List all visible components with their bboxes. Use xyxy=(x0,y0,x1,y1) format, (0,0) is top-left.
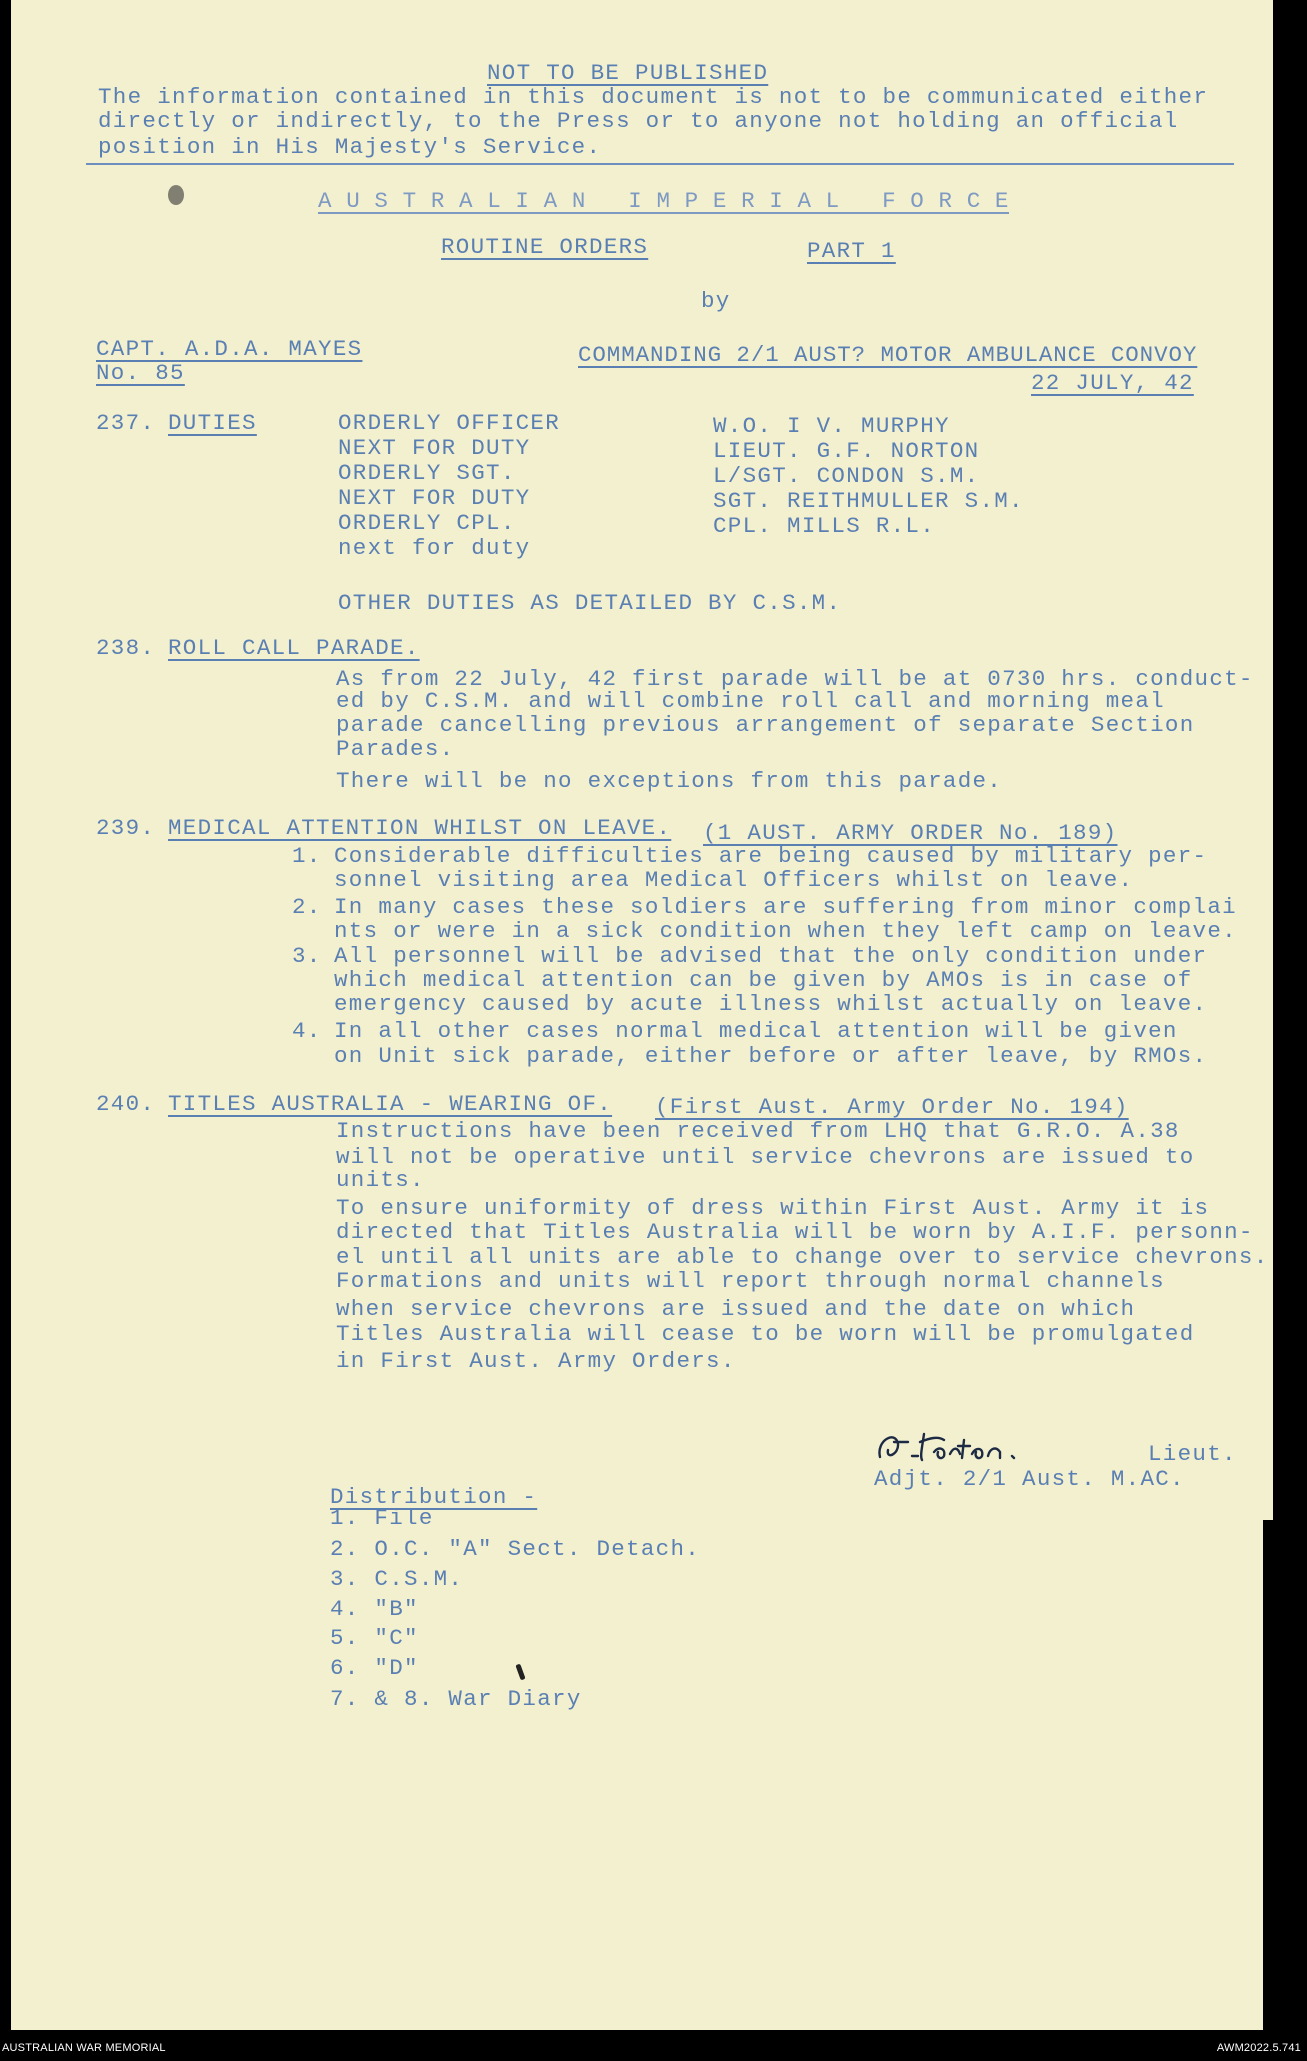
duty-role-3: ORDERLY SGT. xyxy=(338,460,516,486)
notice-line-2: directly or indirectly, to the Press or to anyone not holding an official xyxy=(98,108,1179,134)
item-1-line-1: Considerable difficulties are being caused by military per- xyxy=(334,843,1208,869)
order-240-line-6: el until all units are able to change over to service chevrons. xyxy=(336,1244,1269,1270)
order-240-line-1: Instructions have been received from LHQ that G.R.O. A.38 xyxy=(336,1118,1180,1144)
item-4-line-1: In all other cases normal medical attention will be given xyxy=(334,1018,1178,1044)
commanding-unit: COMMANDING 2/1 AUST? MOTOR AMBULANCE CONVOY xyxy=(578,342,1198,368)
order-239-number: 239. xyxy=(96,815,156,841)
order-240-line-7: Formations and units will report through normal channels xyxy=(336,1268,1165,1294)
page-edge-shadow xyxy=(1263,1520,1273,2030)
order-240-line-2: will not be operative until service chevrons are issued to xyxy=(336,1144,1195,1170)
order-240-line-5: directed that Titles Australia will be worn by A.I.F. personn- xyxy=(336,1219,1254,1245)
duty-name-1: W.O. I V. MURPHY xyxy=(713,413,950,439)
item-1-number: 1. xyxy=(292,843,322,869)
order-240-number: 240. xyxy=(96,1091,156,1117)
issuing-officer: CAPT. A.D.A. MAYES xyxy=(96,336,363,362)
footer-archive-name: AUSTRALIAN WAR MEMORIAL xyxy=(2,2042,166,2054)
distribution-heading: Distribution - xyxy=(330,1484,538,1510)
item-2-line-1: In many cases these soldiers are suffering from minor complai xyxy=(334,894,1237,920)
punch-hole-mark xyxy=(168,185,184,205)
footer-accession-number: AWM2022.5.741 xyxy=(1216,2042,1301,2054)
not-published-heading: NOT TO BE PUBLISHED xyxy=(487,60,769,86)
order-237-heading: DUTIES xyxy=(168,410,257,436)
order-240-reference: (First Aust. Army Order No. 194) xyxy=(655,1094,1129,1120)
distribution-item-1: 1. File xyxy=(330,1505,434,1531)
order-238-line-1: As from 22 July, 42 first parade will be at 0730 hrs. conduct- xyxy=(336,666,1254,692)
order-237-number: 237. xyxy=(96,410,156,436)
item-2-number: 2. xyxy=(292,894,322,920)
duty-name-3: L/SGT. CONDON S.M. xyxy=(713,463,980,489)
notice-line-3: position in His Majesty's Service. xyxy=(98,134,602,160)
duty-role-6: next for duty xyxy=(338,535,531,561)
item-3-line-3: emergency caused by acute illness whilst actually on leave. xyxy=(334,991,1208,1017)
header-divider xyxy=(86,163,1234,165)
duty-name-4: SGT. REITHMULLER S.M. xyxy=(713,488,1024,514)
routine-orders-title: ROUTINE ORDERS xyxy=(441,234,649,260)
distribution-item-3: 3. C.S.M. xyxy=(330,1566,464,1592)
duty-role-4: NEXT FOR DUTY xyxy=(338,485,531,511)
order-239-reference: (1 AUST. ARMY ORDER No. 189) xyxy=(703,820,1118,846)
signatory-position: Adjt. 2/1 Aust. M.AC. xyxy=(874,1466,1185,1492)
item-2-line-2: nts or were in a sick condition when they left camp on leave. xyxy=(334,918,1237,944)
order-date: 22 JULY, 42 xyxy=(1031,370,1194,396)
force-title: A U S T R A L I A N I M P E R I A L F O R C E xyxy=(318,188,1010,214)
duty-name-2: LIEUT. G.F. NORTON xyxy=(713,438,980,464)
order-238-line-4: Parades. xyxy=(336,736,455,762)
signatory-rank: Lieut. xyxy=(1148,1441,1237,1467)
order-238-number: 238. xyxy=(96,635,156,661)
order-240-heading: TITLES AUSTRALIA - WEARING OF. xyxy=(168,1091,613,1117)
other-duties: OTHER DUTIES AS DETAILED BY C.S.M. xyxy=(338,590,842,616)
item-4-number: 4. xyxy=(292,1018,322,1044)
duty-role-2: NEXT FOR DUTY xyxy=(338,435,531,461)
item-3-number: 3. xyxy=(292,943,322,969)
distribution-item-6: 6. "D" xyxy=(330,1655,419,1681)
duty-name-5: CPL. MILLS R.L. xyxy=(713,513,936,539)
part-title: PART 1 xyxy=(807,238,896,264)
order-238-line-3: parade cancelling previous arrangement of separate Section xyxy=(336,712,1195,738)
item-3-line-1: All personnel will be advised that the only condition under xyxy=(334,943,1208,969)
notice-line-1: The information contained in this document is not to be communicated either xyxy=(98,84,1209,110)
order-238-line-2: ed by C.S.M. and will combine roll call and morning meal xyxy=(336,688,1165,714)
order-238-line-5: There will be no exceptions from this parade. xyxy=(336,768,1003,794)
order-240-line-3: units. xyxy=(336,1167,425,1193)
order-239-heading: MEDICAL ATTENTION WHILST ON LEAVE. xyxy=(168,815,672,841)
item-4-line-2: on Unit sick parade, either before or after leave, by RMOs. xyxy=(334,1043,1208,1069)
distribution-item-7: 7. & 8. War Diary xyxy=(330,1686,582,1712)
distribution-item-5: 5. "C" xyxy=(330,1625,419,1651)
order-number: No. 85 xyxy=(96,360,185,386)
distribution-item-4: 4. "B" xyxy=(330,1596,419,1622)
order-238-heading: ROLL CALL PARADE. xyxy=(168,635,420,661)
order-240-line-9: Titles Australia will cease to be worn will be promulgated xyxy=(336,1321,1195,1347)
order-240-line-4: To ensure uniformity of dress within First Aust. Army it is xyxy=(336,1195,1210,1221)
by-label: by xyxy=(701,288,731,314)
item-1-line-2: sonnel visiting area Medical Officers whilst on leave. xyxy=(334,867,1134,893)
order-240-line-10: in First Aust. Army Orders. xyxy=(336,1348,736,1374)
order-240-line-8: when service chevrons are issued and the date on which xyxy=(336,1296,1136,1322)
duty-role-1: ORDERLY OFFICER xyxy=(338,410,561,436)
distribution-item-2: 2. O.C. "A" Sect. Detach. xyxy=(330,1536,701,1562)
item-3-line-2: which medical attention can be given by AMOs is in case of xyxy=(334,967,1193,993)
duty-role-5: ORDERLY CPL. xyxy=(338,510,516,536)
